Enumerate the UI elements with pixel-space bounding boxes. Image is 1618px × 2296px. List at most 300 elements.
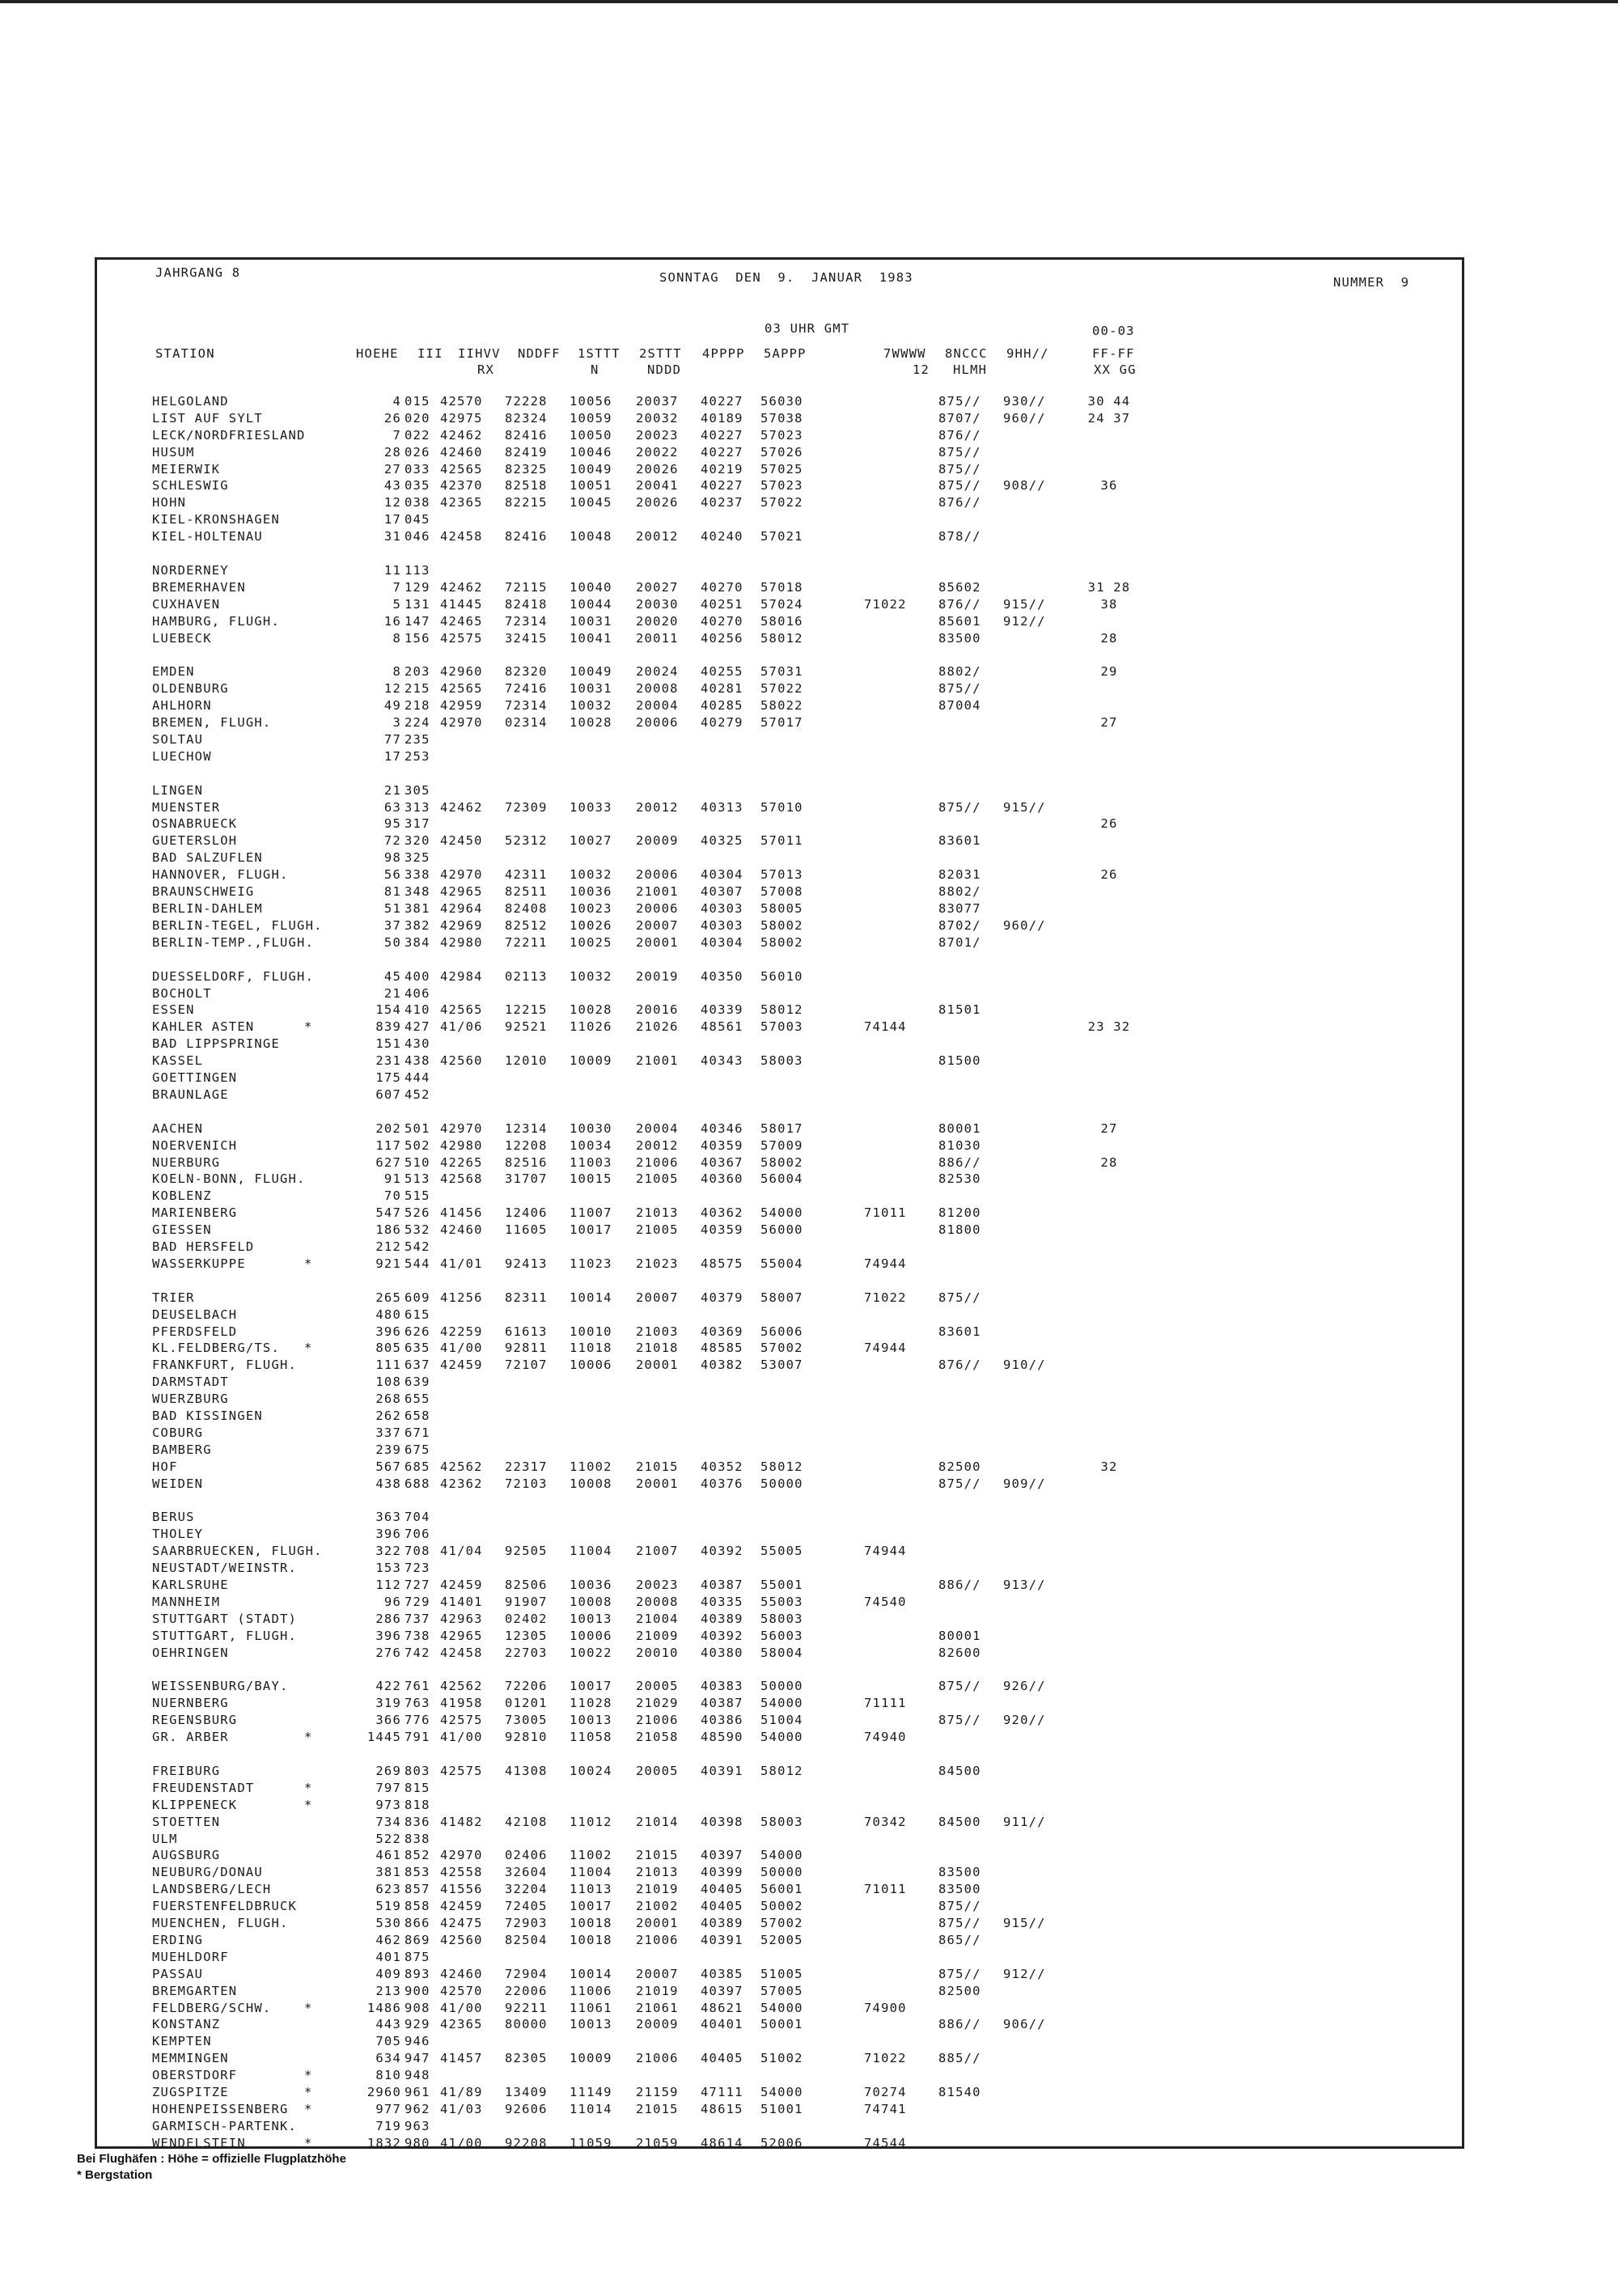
nddff-value: 82416 bbox=[505, 529, 548, 544]
dewpoint-value: 20022 bbox=[636, 445, 679, 460]
station-index: 542 bbox=[404, 1239, 430, 1254]
cloud-group: 81540 bbox=[938, 2085, 981, 2099]
temp-value: 10013 bbox=[570, 2017, 612, 2031]
pressure-value: 40303 bbox=[701, 901, 743, 916]
col-iihvv: IIHVV bbox=[458, 346, 501, 361]
dewpoint-value: 20001 bbox=[636, 935, 679, 950]
station-name: LUECHOW bbox=[152, 749, 212, 764]
pressure-value: 40343 bbox=[701, 1053, 743, 1068]
nddff-value: 92413 bbox=[505, 1256, 548, 1271]
temp-value: 11023 bbox=[570, 1256, 612, 1271]
station-index: 723 bbox=[404, 1561, 430, 1575]
dewpoint-value: 20023 bbox=[636, 428, 679, 443]
station-index: 381 bbox=[404, 901, 430, 916]
station-name: MARIENBERG bbox=[152, 1205, 238, 1220]
nddff-value: 02402 bbox=[505, 1612, 548, 1626]
cloud-group: 875// bbox=[938, 394, 981, 409]
iihvv-value: 41445 bbox=[440, 597, 483, 612]
iihvv-value: 42960 bbox=[440, 664, 483, 679]
group-9-value: 908// bbox=[1003, 478, 1046, 493]
weather-group: 71011 bbox=[864, 1205, 907, 1220]
station-name: NUERBURG bbox=[152, 1155, 221, 1170]
cloud-group: 886// bbox=[938, 1155, 981, 1170]
group-9-value: 930// bbox=[1003, 394, 1046, 409]
pressure-value: 40379 bbox=[701, 1290, 743, 1305]
station-height: 634 bbox=[375, 2051, 401, 2065]
station-height: 202 bbox=[375, 1121, 401, 1136]
table-row bbox=[0, 411, 1618, 427]
table-row bbox=[0, 1950, 1618, 1966]
nddff-value: 72309 bbox=[505, 800, 548, 815]
weather-group: 74544 bbox=[864, 2136, 907, 2150]
station-height: 839 bbox=[375, 1019, 401, 1034]
station-name: BREMEN, FLUGH. bbox=[152, 715, 272, 730]
station-index: 131 bbox=[404, 597, 430, 612]
temp-value: 11061 bbox=[570, 2001, 612, 2015]
station-height: 37 bbox=[383, 918, 401, 933]
iihvv-value: 41/04 bbox=[440, 1544, 483, 1558]
cloud-group: 82600 bbox=[938, 1646, 981, 1660]
station-height: 276 bbox=[375, 1646, 401, 1660]
station-name: FELDBERG/SCHW. bbox=[152, 2001, 272, 2015]
nddff-value: 12406 bbox=[505, 1205, 548, 1220]
temp-value: 11018 bbox=[570, 1341, 612, 1355]
nddff-value: 12305 bbox=[505, 1629, 548, 1643]
pressure-value: 40397 bbox=[701, 1848, 743, 1862]
nddff-value: 92208 bbox=[505, 2136, 548, 2150]
station-height: 112 bbox=[375, 1578, 401, 1592]
pressure-value: 40270 bbox=[701, 580, 743, 595]
station-height: 1445 bbox=[366, 1730, 401, 1744]
station-index: 980 bbox=[404, 2136, 430, 2150]
pressure-value: 48590 bbox=[701, 1730, 743, 1744]
tendency-value: 57008 bbox=[760, 884, 803, 899]
temp-value: 10006 bbox=[570, 1629, 612, 1643]
col-5appp: 5APPP bbox=[764, 346, 807, 361]
station-name: OLDENBURG bbox=[152, 681, 229, 696]
table-row bbox=[0, 1679, 1618, 1695]
station-height: 337 bbox=[375, 1425, 401, 1440]
temp-value: 10024 bbox=[570, 1764, 612, 1778]
table-row bbox=[0, 1764, 1618, 1780]
station-height: 443 bbox=[375, 2017, 401, 2031]
gust-value: 32 bbox=[1100, 1459, 1118, 1474]
station-height: 921 bbox=[375, 1256, 401, 1271]
gust-value: 30 44 bbox=[1087, 394, 1131, 409]
station-index: 875 bbox=[404, 1950, 430, 1964]
station-name: HUSUM bbox=[152, 445, 195, 460]
station-height: 547 bbox=[375, 1205, 401, 1220]
table-row bbox=[0, 1899, 1618, 1915]
station-index: 410 bbox=[404, 1002, 430, 1017]
station-height: 153 bbox=[375, 1561, 401, 1575]
station-index: 704 bbox=[404, 1510, 430, 1524]
station-index: 852 bbox=[404, 1848, 430, 1862]
gust-value: 27 bbox=[1100, 715, 1118, 730]
table-row bbox=[0, 1205, 1618, 1222]
iihvv-value: 42265 bbox=[440, 1155, 483, 1170]
table-row bbox=[0, 2034, 1618, 2050]
station-index: 708 bbox=[404, 1544, 430, 1558]
gust-value: 26 bbox=[1100, 867, 1118, 882]
station-index: 218 bbox=[404, 698, 430, 713]
temp-value: 10013 bbox=[570, 1612, 612, 1626]
iihvv-value: 42558 bbox=[440, 1865, 483, 1879]
table-row bbox=[0, 1171, 1618, 1188]
dewpoint-value: 20023 bbox=[636, 1578, 679, 1592]
station-name: OBERSTDORF bbox=[152, 2068, 238, 2082]
pressure-value: 40339 bbox=[701, 1002, 743, 1017]
station-height: 607 bbox=[375, 1087, 401, 1102]
col-7www: 7WWWW bbox=[883, 346, 926, 361]
weather-group: 70274 bbox=[864, 2085, 907, 2099]
station-name: WEISSENBURG/BAY. bbox=[152, 1679, 289, 1693]
tendency-value: 51005 bbox=[760, 1967, 803, 1981]
iihvv-value: 42575 bbox=[440, 631, 483, 646]
station-name: LUEBECK bbox=[152, 631, 212, 646]
station-name: NORDERNEY bbox=[152, 563, 229, 578]
dewpoint-value: 20032 bbox=[636, 411, 679, 426]
pressure-value: 40335 bbox=[701, 1595, 743, 1609]
col-9hh: 9HH// bbox=[1006, 346, 1049, 361]
station-name: HAMBURG, FLUGH. bbox=[152, 614, 280, 629]
temp-value: 10028 bbox=[570, 715, 612, 730]
pressure-value: 40389 bbox=[701, 1916, 743, 1930]
dewpoint-value: 20026 bbox=[636, 495, 679, 510]
table-row bbox=[0, 816, 1618, 832]
station-name: NEUBURG/DONAU bbox=[152, 1865, 263, 1879]
station-name: STOETTEN bbox=[152, 1815, 221, 1829]
pressure-value: 40360 bbox=[701, 1171, 743, 1186]
iihvv-value: 42370 bbox=[440, 478, 483, 493]
tendency-value: 56030 bbox=[760, 394, 803, 409]
temp-value: 10017 bbox=[570, 1222, 612, 1237]
station-index: 384 bbox=[404, 935, 430, 950]
station-name: MANNHEIM bbox=[152, 1595, 221, 1609]
station-index: 400 bbox=[404, 969, 430, 984]
dewpoint-value: 21007 bbox=[636, 1544, 679, 1558]
station-name: HANNOVER, FLUGH. bbox=[152, 867, 289, 882]
station-name: BAD HERSFELD bbox=[152, 1239, 255, 1254]
station-index: 444 bbox=[404, 1070, 430, 1085]
pressure-value: 40325 bbox=[701, 833, 743, 848]
station-index: 908 bbox=[404, 2001, 430, 2015]
station-name: FRANKFURT, FLUGH. bbox=[152, 1358, 298, 1372]
iihvv-value: 41482 bbox=[440, 1815, 483, 1829]
temp-value: 11149 bbox=[570, 2085, 612, 2099]
station-name: WEIDEN bbox=[152, 1476, 204, 1491]
pressure-value: 40405 bbox=[701, 1899, 743, 1913]
group-9-value: 910// bbox=[1003, 1358, 1046, 1372]
table-row bbox=[0, 732, 1618, 748]
iihvv-value: 42460 bbox=[440, 445, 483, 460]
gust-value: 31 28 bbox=[1087, 580, 1131, 595]
issue-number: NUMMER 9 bbox=[1333, 275, 1410, 290]
iihvv-value: 42970 bbox=[440, 867, 483, 882]
iihvv-value: 41401 bbox=[440, 1595, 483, 1609]
tendency-value: 57023 bbox=[760, 478, 803, 493]
volume-label: JAHRGANG 8 bbox=[155, 265, 241, 280]
station-name: MEIERWIK bbox=[152, 462, 221, 477]
station-height: 5 bbox=[392, 597, 401, 612]
iihvv-value: 41256 bbox=[440, 1290, 483, 1305]
station-name: HOHN bbox=[152, 495, 187, 510]
table-row bbox=[0, 1798, 1618, 1814]
tendency-value: 54000 bbox=[760, 1730, 803, 1744]
temp-value: 10008 bbox=[570, 1595, 612, 1609]
footnote-mountain: * Bergstation bbox=[77, 2168, 153, 2182]
nddff-value: 72903 bbox=[505, 1916, 548, 1930]
nddff-value: 13409 bbox=[505, 2085, 548, 2099]
iihvv-value: 42970 bbox=[440, 715, 483, 730]
station-name: COBURG bbox=[152, 1425, 204, 1440]
temp-value: 10015 bbox=[570, 1171, 612, 1186]
pressure-value: 40313 bbox=[701, 800, 743, 815]
table-row bbox=[0, 1222, 1618, 1239]
station-index: 836 bbox=[404, 1815, 430, 1829]
station-height: 95 bbox=[383, 816, 401, 831]
station-name: MUEHLDORF bbox=[152, 1950, 229, 1964]
pressure-value: 40270 bbox=[701, 614, 743, 629]
dewpoint-value: 20041 bbox=[636, 478, 679, 493]
station-name: BOCHOLT bbox=[152, 986, 212, 1001]
cloud-group: 875// bbox=[938, 1290, 981, 1305]
tendency-value: 58012 bbox=[760, 1002, 803, 1017]
table-row bbox=[0, 1087, 1618, 1104]
station-height: 627 bbox=[375, 1155, 401, 1170]
group-9-value: 960// bbox=[1003, 918, 1046, 933]
col-ff-sub: XX GG bbox=[1094, 362, 1137, 377]
station-name: BAMBERG bbox=[152, 1442, 212, 1457]
station-height: 381 bbox=[375, 1865, 401, 1879]
station-height: 31 bbox=[383, 529, 401, 544]
station-index: 544 bbox=[404, 1256, 430, 1271]
station-index: 853 bbox=[404, 1865, 430, 1879]
station-height: 231 bbox=[375, 1053, 401, 1068]
tendency-value: 56006 bbox=[760, 1324, 803, 1339]
cloud-group: 878// bbox=[938, 529, 981, 544]
station-height: 719 bbox=[375, 2119, 401, 2133]
station-index: 045 bbox=[404, 512, 430, 527]
nddff-value: 72405 bbox=[505, 1899, 548, 1913]
station-height: 186 bbox=[375, 1222, 401, 1237]
temp-value: 10045 bbox=[570, 495, 612, 510]
station-name: MUENCHEN, FLUGH. bbox=[152, 1916, 289, 1930]
group-9-value: 915// bbox=[1003, 1916, 1046, 1930]
col-2sttt-sub: NDDD bbox=[647, 362, 682, 377]
table-row bbox=[0, 563, 1618, 579]
temp-value: 10017 bbox=[570, 1899, 612, 1913]
iihvv-value: 41/00 bbox=[440, 2136, 483, 2150]
station-height: 977 bbox=[375, 2102, 401, 2116]
tendency-value: 52006 bbox=[760, 2136, 803, 2150]
dewpoint-value: 21061 bbox=[636, 2001, 679, 2015]
table-row bbox=[0, 1036, 1618, 1053]
temp-value: 11007 bbox=[570, 1205, 612, 1220]
cloud-group: 84500 bbox=[938, 1764, 981, 1778]
station-name: GIESSEN bbox=[152, 1222, 212, 1237]
pressure-value: 40219 bbox=[701, 462, 743, 477]
iihvv-value: 42965 bbox=[440, 884, 483, 899]
cloud-group: 83601 bbox=[938, 833, 981, 848]
station-index: 501 bbox=[404, 1121, 430, 1136]
station-name: DARMSTADT bbox=[152, 1375, 229, 1389]
iihvv-value: 42365 bbox=[440, 2017, 483, 2031]
station-height: 98 bbox=[383, 850, 401, 865]
temp-value: 10040 bbox=[570, 580, 612, 595]
temp-value: 10009 bbox=[570, 1053, 612, 1068]
station-height: 49 bbox=[383, 698, 401, 713]
station-name: ZUGSPITZE bbox=[152, 2085, 229, 2099]
table-row bbox=[0, 1916, 1618, 1932]
tendency-value: 58004 bbox=[760, 1646, 803, 1660]
nddff-value: 82504 bbox=[505, 1933, 548, 1947]
table-row bbox=[0, 969, 1618, 985]
dewpoint-value: 20005 bbox=[636, 1764, 679, 1778]
group-9-value: 912// bbox=[1003, 614, 1046, 629]
table-row bbox=[0, 1882, 1618, 1898]
cloud-group: 83500 bbox=[938, 1882, 981, 1896]
iihvv-value: 41/00 bbox=[440, 1341, 483, 1355]
station-name: ULM bbox=[152, 1832, 178, 1846]
temp-value: 10059 bbox=[570, 411, 612, 426]
station-index: 502 bbox=[404, 1138, 430, 1153]
station-height: 21 bbox=[383, 986, 401, 1001]
group-9-value: 915// bbox=[1003, 597, 1046, 612]
station-height: 72 bbox=[383, 833, 401, 848]
station-name: REGENSBURG bbox=[152, 1713, 238, 1727]
table-row bbox=[0, 918, 1618, 934]
col-1sttt: 1STTT bbox=[578, 346, 621, 361]
nddff-value: 22006 bbox=[505, 1984, 548, 1998]
nddff-value: 82324 bbox=[505, 411, 548, 426]
iihvv-value: 42465 bbox=[440, 614, 483, 629]
nddff-value: 42311 bbox=[505, 867, 548, 882]
station-index: 857 bbox=[404, 1882, 430, 1896]
pressure-value: 40405 bbox=[701, 1882, 743, 1896]
pressure-value: 40304 bbox=[701, 935, 743, 950]
nddff-value: 32204 bbox=[505, 1882, 548, 1896]
dewpoint-value: 20020 bbox=[636, 614, 679, 629]
dewpoint-value: 21006 bbox=[636, 1155, 679, 1170]
pressure-value: 40359 bbox=[701, 1222, 743, 1237]
station-index: 900 bbox=[404, 1984, 430, 1998]
station-height: 12 bbox=[383, 681, 401, 696]
station-height: 530 bbox=[375, 1916, 401, 1930]
temp-value: 10006 bbox=[570, 1358, 612, 1372]
station-name: AUGSBURG bbox=[152, 1848, 221, 1862]
pressure-value: 40392 bbox=[701, 1629, 743, 1643]
weather-group: 74940 bbox=[864, 1730, 907, 1744]
temp-value: 11014 bbox=[570, 2102, 612, 2116]
station-name: KL.FELDBERG/TS. bbox=[152, 1341, 280, 1355]
temp-value: 10036 bbox=[570, 884, 612, 899]
iihvv-value: 42462 bbox=[440, 428, 483, 443]
date-label: SONNTAG DEN 9. JANUAR 1983 bbox=[659, 270, 913, 285]
dewpoint-value: 20012 bbox=[636, 529, 679, 544]
nddff-value: 82215 bbox=[505, 495, 548, 510]
dewpoint-value: 21001 bbox=[636, 884, 679, 899]
station-height: 567 bbox=[375, 1459, 401, 1474]
cloud-group: 886// bbox=[938, 2017, 981, 2031]
tendency-value: 56000 bbox=[760, 1222, 803, 1237]
temp-value: 10056 bbox=[570, 394, 612, 409]
station-height: 422 bbox=[375, 1679, 401, 1693]
cloud-group: 84500 bbox=[938, 1815, 981, 1829]
station-height: 269 bbox=[375, 1764, 401, 1778]
iihvv-value: 42458 bbox=[440, 529, 483, 544]
dewpoint-value: 21002 bbox=[636, 1899, 679, 1913]
nddff-value: 92810 bbox=[505, 1730, 548, 1744]
pressure-value: 40362 bbox=[701, 1205, 743, 1220]
table-row bbox=[0, 1815, 1618, 1831]
table-row bbox=[0, 1848, 1618, 1864]
tendency-value: 58005 bbox=[760, 901, 803, 916]
station-name: SCHLESWIG bbox=[152, 478, 229, 493]
nddff-value: 82311 bbox=[505, 1290, 548, 1305]
cloud-group: 875// bbox=[938, 478, 981, 493]
tendency-value: 57010 bbox=[760, 800, 803, 815]
station-height: 522 bbox=[375, 1832, 401, 1846]
table-row bbox=[0, 512, 1618, 528]
tendency-value: 57013 bbox=[760, 867, 803, 882]
station-height: 8 bbox=[392, 631, 401, 646]
tendency-value: 55003 bbox=[760, 1595, 803, 1609]
pressure-value: 40383 bbox=[701, 1679, 743, 1693]
nddff-value: 92811 bbox=[505, 1341, 548, 1355]
station-height: 17 bbox=[383, 512, 401, 527]
station-name: KOBLENZ bbox=[152, 1188, 212, 1203]
dewpoint-value: 21005 bbox=[636, 1222, 679, 1237]
tendency-value: 57009 bbox=[760, 1138, 803, 1153]
temp-value: 10018 bbox=[570, 1916, 612, 1930]
col-2sttt: 2STTT bbox=[639, 346, 682, 361]
pressure-value: 40359 bbox=[701, 1138, 743, 1153]
station-index: 430 bbox=[404, 1036, 430, 1051]
station-height: 805 bbox=[375, 1341, 401, 1355]
cloud-group: 875// bbox=[938, 1476, 981, 1491]
station-index: 655 bbox=[404, 1392, 430, 1406]
nddff-value: 92606 bbox=[505, 2102, 548, 2116]
table-row bbox=[0, 2051, 1618, 2067]
station-index: 235 bbox=[404, 732, 430, 747]
station-name: WENDELSTEIN bbox=[152, 2136, 246, 2150]
station-height: 268 bbox=[375, 1392, 401, 1406]
station-name: BRAUNSCHWEIG bbox=[152, 884, 255, 899]
station-height: 623 bbox=[375, 1882, 401, 1896]
pressure-value: 40352 bbox=[701, 1459, 743, 1474]
cloud-group: 875// bbox=[938, 445, 981, 460]
table-row bbox=[0, 1392, 1618, 1408]
nddff-value: 82518 bbox=[505, 478, 548, 493]
station-index: 515 bbox=[404, 1188, 430, 1203]
station-index: 427 bbox=[404, 1019, 430, 1034]
station-index: 637 bbox=[404, 1358, 430, 1372]
cloud-group: 875// bbox=[938, 462, 981, 477]
station-index: 761 bbox=[404, 1679, 430, 1693]
station-name: NOERVENICH bbox=[152, 1138, 238, 1153]
table-row bbox=[0, 800, 1618, 816]
pressure-value: 48585 bbox=[701, 1341, 743, 1355]
station-name: BERLIN-DAHLEM bbox=[152, 901, 263, 916]
tendency-value: 57018 bbox=[760, 580, 803, 595]
temp-value: 11004 bbox=[570, 1544, 612, 1558]
station-name: PFERDSFELD bbox=[152, 1324, 238, 1339]
iihvv-value: 42459 bbox=[440, 1578, 483, 1592]
station-name: WUERZBURG bbox=[152, 1392, 229, 1406]
station-index: 658 bbox=[404, 1409, 430, 1423]
tendency-value: 51002 bbox=[760, 2051, 803, 2065]
